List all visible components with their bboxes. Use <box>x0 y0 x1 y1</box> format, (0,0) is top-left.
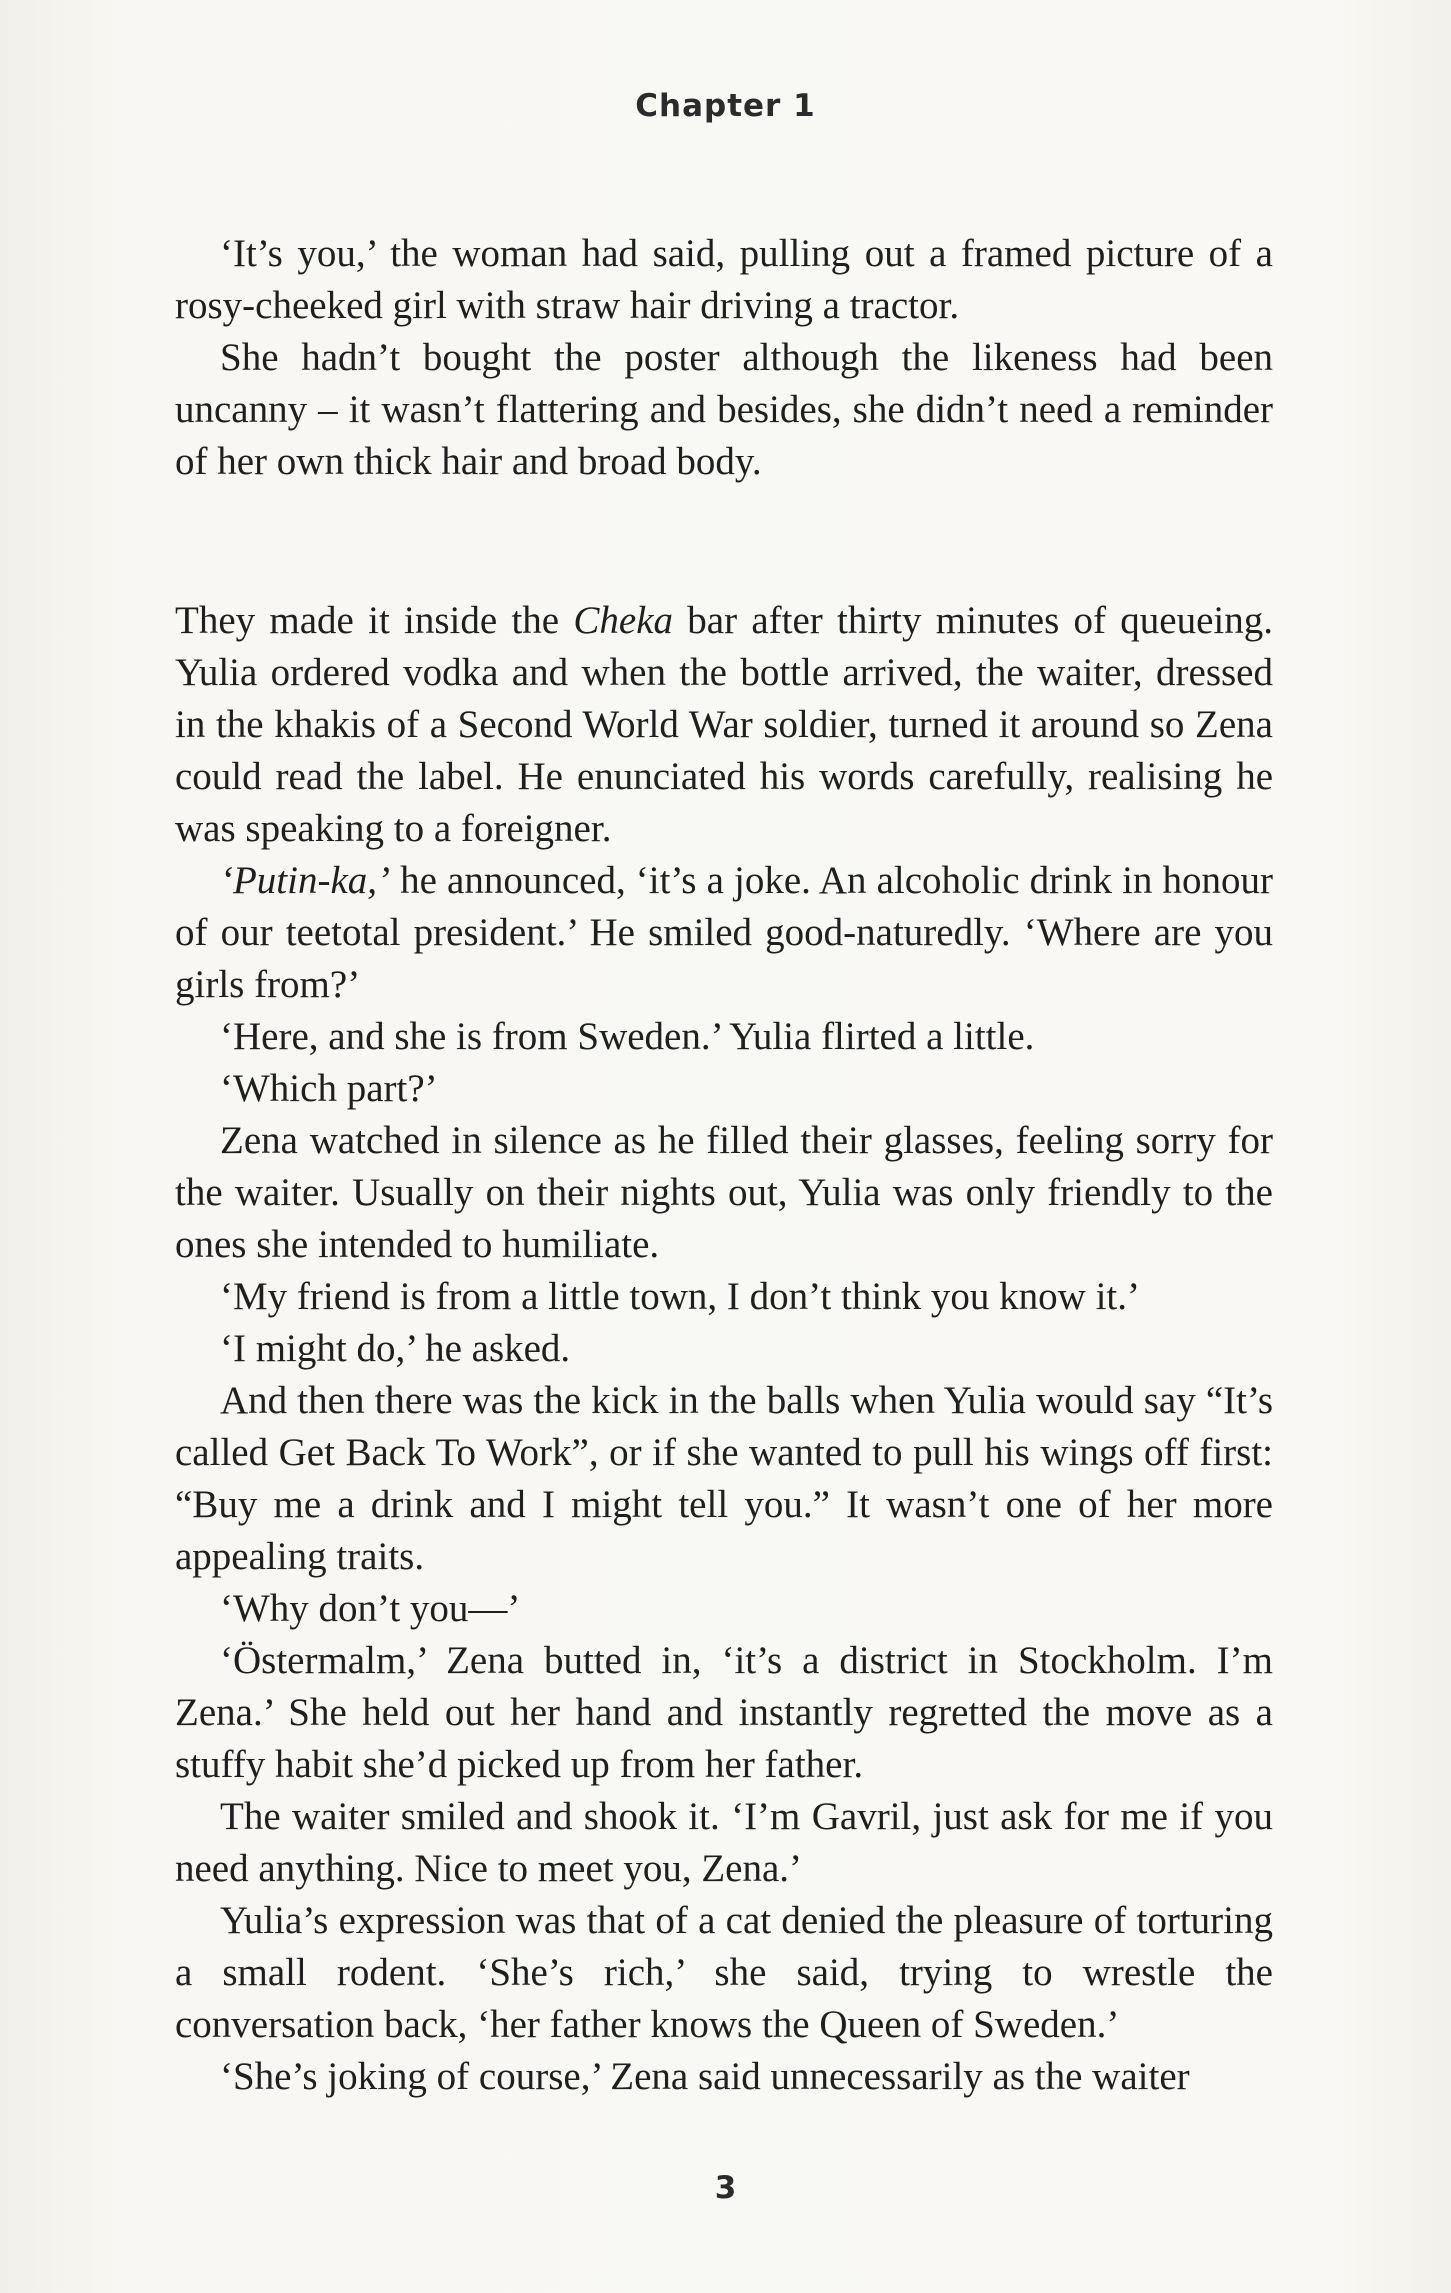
paragraph: ‘She’s joking of course,’ Zena said unnecessarily as the waiter <box>220 2055 1190 2098</box>
chapter-heading: Chapter 1 <box>635 88 816 124</box>
text-run: he announced, ‘it’s a joke. An alcoholic drink in honour of our teetotal president.’ He smiled good-naturedly. ‘Where are you girls from?’ <box>175 859 1273 1006</box>
text-section-1 <box>175 228 1273 488</box>
paragraph: Zena watched in silence as he filled their glasses, feeling sorry for the waiter. Usually on their nights out, Yulia was only friendly to the ones she intended to humiliate. <box>175 1119 1273 1266</box>
paragraph: She hadn’t bought the poster although the likeness had been uncanny – it wasn’t flattering and besides, she didn’t need a reminder of her own thick hair and broad body. <box>175 336 1273 483</box>
paragraph: ‘Östermalm,’ Zena butted in, ‘it’s a district in Stockholm. I’m Zena.’ She held out her hand and instantly regretted the move as a stuffy habit she’d picked up from her father. <box>175 1639 1273 1786</box>
paragraph: And then there was the kick in the balls when Yulia would say “It’s called Get Back To Work”, or if she wanted to pull his wings off first: “Buy me a drink and I might tell you.” It wasn’t one of her more appealing traits. <box>175 1379 1273 1578</box>
paragraph: Yulia’s expression was that of a cat denied the pleasure of torturing a small rodent. ‘She’s rich,’ she said, trying to wrestle the conversation back, ‘her father knows the Queen of Sweden.’ <box>175 1899 1273 2046</box>
paragraph: ‘Why don’t you—’ <box>220 1587 521 1630</box>
paragraph: ‘I might do,’ he asked. <box>220 1327 571 1370</box>
paragraph: The waiter smiled and shook it. ‘I’m Gavril, just ask for me if you need anything. Nice to meet you, Zena.’ <box>175 1795 1273 1890</box>
text-run: bar after thirty minutes of queueing. Yulia ordered vodka and when the bottle arrived, the waiter, dressed in the khakis of a Second World War soldier, turned it around so Zena could read the label. He enunciated his words carefully, realising he was speaking to a foreigner. <box>175 599 1273 850</box>
page-number: 3 <box>714 2170 737 2206</box>
text-run: They made it inside the <box>175 599 574 642</box>
italic-text: Cheka <box>573 599 674 642</box>
paragraph: ‘My friend is from a little town, I don’t think you know it.’ <box>220 1275 1141 1318</box>
paragraph <box>175 855 1273 1011</box>
paragraph: ‘Which part?’ <box>220 1067 438 1110</box>
paragraph <box>175 595 1273 855</box>
italic-text: ‘Putin-ka,’ <box>220 859 391 902</box>
paragraph: ‘It’s you,’ the woman had said, pulling out a framed picture of a rosy-cheeked girl with straw hair driving a tractor. <box>175 232 1273 327</box>
paragraph: ‘Here, and she is from Sweden.’ Yulia flirted a little. <box>220 1015 1035 1058</box>
text-section-2 <box>175 595 1273 2103</box>
